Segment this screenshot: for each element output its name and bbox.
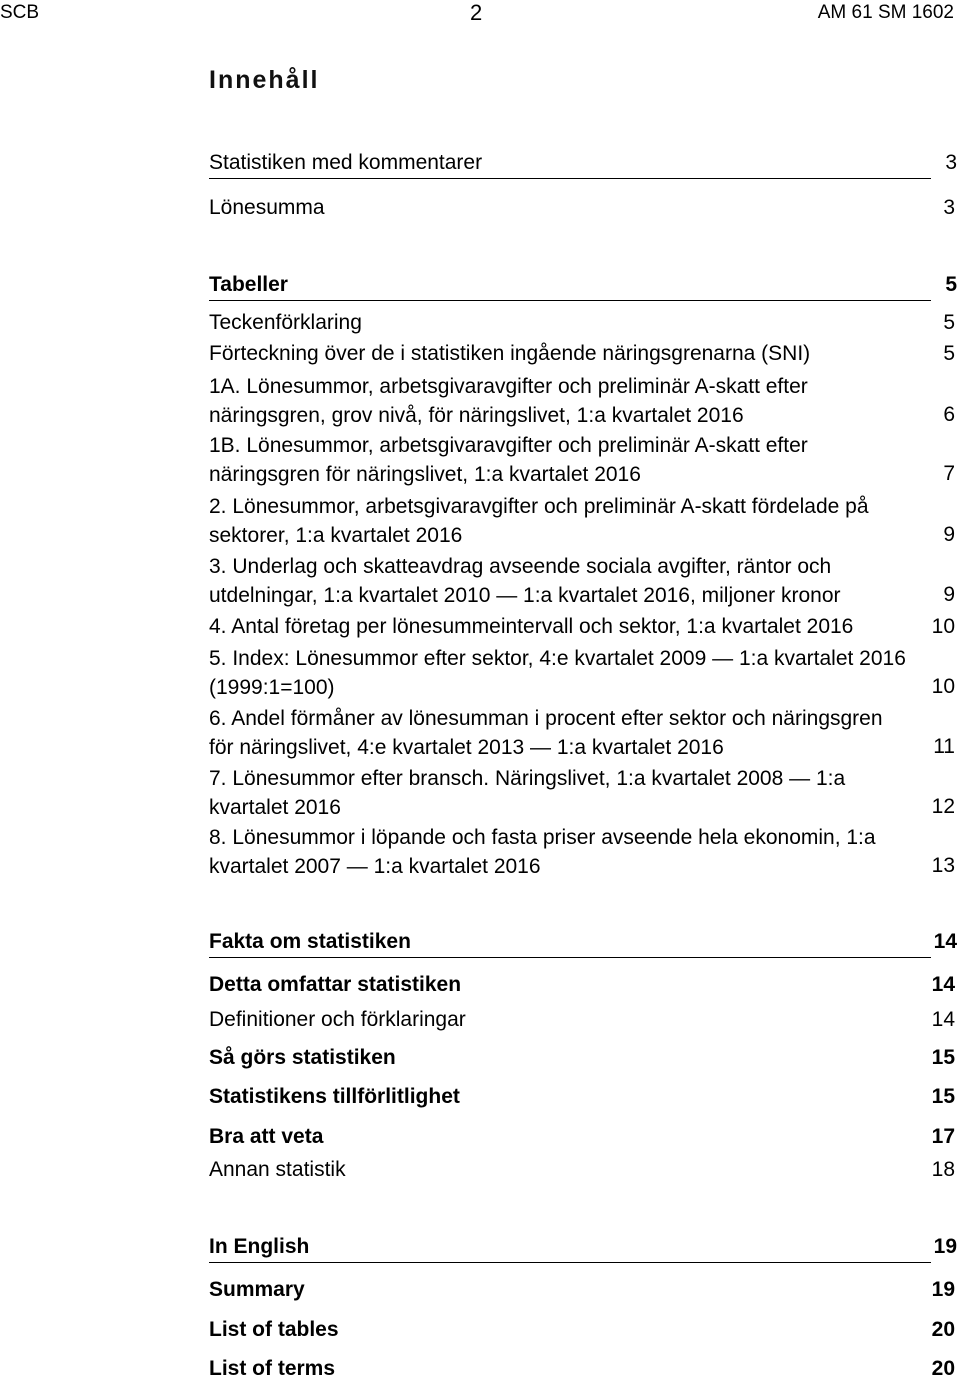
toc-entry-text: 3. Underlag och skatteavdrag avseende sociala avgifter, räntor och utdelningar, 1:a kvartalet 2010 — 1:a kvartalet 2016, miljoner kronor — [209, 555, 841, 607]
toc-entry-statistiken[interactable] — [209, 148, 957, 179]
toc-entry-page: 18 — [931, 1158, 955, 1181]
toc-entry-text: Lönesumma — [209, 196, 325, 219]
toc-entry-lonesumma[interactable] — [209, 193, 955, 223]
toc-entry-text: 4. Antal företag per lönesummeintervall och sektor, 1:a kvartalet 2016 — [209, 615, 854, 638]
toc-entry-text: List of terms — [209, 1357, 336, 1380]
toc-entry-table-5[interactable] — [209, 644, 955, 702]
toc-entry-table-1b[interactable] — [209, 431, 955, 489]
toc-entry-page: 5 — [945, 273, 957, 296]
toc-entry-text: 8. Lönesummor i löpande och fasta priser avseende hela ekonomin, 1:a kvartalet 2007 — 1:a kvartalet 2016 — [209, 826, 876, 878]
toc-entry-text: Statistiken med kommentarer — [209, 151, 483, 174]
toc-entry-text: 5. Index: Lönesummor efter sektor, 4:e kvartalet 2009 — 1:a kvartalet 2016 (1999:1=100) — [209, 647, 906, 699]
toc-entry-text: 6. Andel förmåner av lönesumman i procent efter sektor och näringsgren för näringslivet, 4:e kvartalet 2013 — 1:a kvartalet 2016 — [209, 707, 883, 759]
toc-entry-text: Annan statistik — [209, 1158, 346, 1181]
toc-entry-page: 20 — [931, 1318, 955, 1341]
toc-entry-page: 17 — [931, 1125, 955, 1148]
toc-entry-sni[interactable] — [209, 339, 955, 369]
toc-entry-page: 14 — [931, 1008, 955, 1031]
toc-entry-tabeller[interactable] — [209, 270, 957, 301]
toc-entry-table-6[interactable] — [209, 704, 955, 762]
toc-entry-page: 13 — [931, 854, 955, 877]
toc-entry-bra-att-veta[interactable] — [209, 1122, 955, 1152]
toc-entry-annan-statistik[interactable] — [209, 1155, 955, 1185]
toc-entry-page: 15 — [931, 1046, 955, 1069]
toc-entry-omfattar[interactable] — [209, 970, 955, 1000]
toc-entry-page: 6 — [943, 403, 955, 426]
toc-entry-fakta[interactable] — [209, 927, 957, 958]
toc-entry-text: Summary — [209, 1278, 305, 1301]
toc-entry-list-of-terms[interactable] — [209, 1354, 955, 1384]
toc-entry-page: 10 — [931, 615, 955, 638]
toc-entry-table-2[interactable] — [209, 492, 955, 550]
toc-entry-text: In English — [209, 1235, 310, 1258]
toc-entry-text: Så görs statistiken — [209, 1046, 396, 1069]
toc-entry-text: 2. Lönesummor, arbetsgivaravgifter och preliminär A-skatt fördelade på sektorer, 1:a kvartalet 2016 — [209, 495, 869, 547]
toc-entry-in-english[interactable] — [209, 1232, 957, 1263]
toc-entry-text: Teckenförklaring — [209, 311, 362, 334]
toc-entry-summary[interactable] — [209, 1275, 955, 1305]
toc-entry-text: Tabeller — [209, 273, 288, 296]
toc-entry-text: Detta omfattar statistiken — [209, 973, 462, 996]
toc-entry-text: 1A. Lönesummor, arbetsgivaravgifter och preliminär A-skatt efter näringsgren, grov nivå, för näringslivet, 1:a kvartalet 2016 — [209, 375, 808, 427]
toc-entry-page: 14 — [933, 930, 957, 953]
toc-entry-page: 5 — [943, 311, 955, 334]
toc-entry-table-3[interactable] — [209, 552, 955, 610]
toc-entry-table-7[interactable] — [209, 764, 955, 822]
toc-entry-text: List of tables — [209, 1318, 339, 1341]
toc-entry-page: 9 — [943, 523, 955, 546]
header-report-id: AM 61 SM 1602 — [817, 2, 954, 23]
toc-entry-page: 19 — [933, 1235, 957, 1258]
toc-entry-page: 12 — [931, 795, 955, 818]
toc-entry-text: Fakta om statistiken — [209, 930, 411, 953]
toc-entry-page: 15 — [931, 1085, 955, 1108]
toc-entry-page: 3 — [945, 151, 957, 174]
toc-entry-definitioner[interactable] — [209, 1005, 955, 1035]
toc-entry-sa-gors[interactable] — [209, 1043, 955, 1073]
toc-entry-table-8[interactable] — [209, 823, 955, 881]
toc-entry-table-1a[interactable] — [209, 372, 955, 430]
toc-entry-page: 3 — [943, 196, 955, 219]
toc-entry-table-4[interactable] — [209, 612, 955, 642]
toc-entry-tillforlitlighet[interactable] — [209, 1082, 955, 1112]
header-org: SCB — [0, 2, 40, 23]
toc-entry-page: 19 — [931, 1278, 955, 1301]
toc-entry-text: 1B. Lönesummor, arbetsgivaravgifter och preliminär A-skatt efter näringsgren för näringslivet, 1:a kvartalet 2016 — [209, 434, 808, 486]
toc-entry-text: Definitioner och förklaringar — [209, 1008, 466, 1031]
toc-entry-page: 14 — [931, 973, 955, 996]
toc-entry-text: Bra att veta — [209, 1125, 324, 1148]
toc-entry-page: 11 — [933, 735, 955, 758]
toc-entry-page: 7 — [943, 462, 955, 485]
toc-entry-text: 7. Lönesummor efter bransch. Näringslivet, 1:a kvartalet 2008 — 1:a kvartalet 2016 — [209, 767, 846, 819]
page-title: Innehåll — [209, 66, 320, 94]
toc-entry-page: 9 — [943, 583, 955, 606]
toc-entry-page: 20 — [931, 1357, 955, 1380]
toc-entry-page: 5 — [943, 342, 955, 365]
page-number: 2 — [470, 0, 483, 25]
toc-entry-page: 10 — [931, 675, 955, 698]
toc-entry-list-of-tables[interactable] — [209, 1315, 955, 1345]
toc-entry-teckenforklaring[interactable] — [209, 308, 955, 338]
toc-entry-text: Statistikens tillförlitlighet — [209, 1085, 460, 1108]
toc-entry-text: Förteckning över de i statistiken ingående näringsgrenarna (SNI) — [209, 342, 811, 365]
